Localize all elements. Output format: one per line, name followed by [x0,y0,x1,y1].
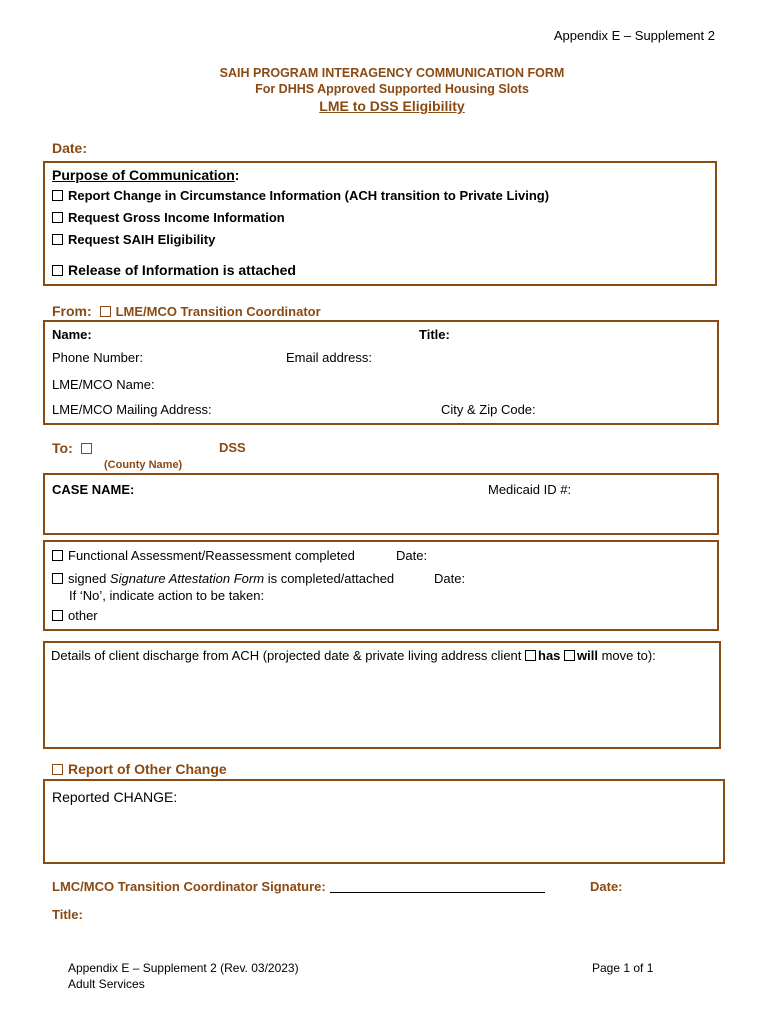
county-name-label: (County Name) [104,459,183,471]
signature-date-label: Date: [590,879,623,894]
checkbox-icon[interactable] [100,306,111,317]
date-label: Date: [52,140,88,156]
medicaid-id-label: Medicaid ID #: [488,482,572,497]
form-title-line3: LME to DSS Eligibility [319,98,465,114]
checkbox-icon[interactable] [52,212,63,223]
report-other-change[interactable]: Report of Other Change [52,761,227,777]
checkbox-icon[interactable] [52,190,63,201]
purpose-option-gross-income[interactable]: Request Gross Income Information [52,210,285,225]
signature-line[interactable] [330,881,545,893]
signature-row [52,879,545,894]
discharge-details-label: Details of client discharge from ACH (projected date & private living address client has will move to): [51,648,656,663]
case-name-label: CASE NAME: [52,482,135,497]
form-title-line2: For DHHS Approved Supported Housing Slots [255,82,529,96]
from-row [52,303,321,319]
purpose-option-report-change[interactable]: Report Change in Circumstance Information (ACH transition to Private Living) [52,188,549,203]
checkbox-icon[interactable] [525,650,536,661]
checkbox-icon[interactable] [52,234,63,245]
purpose-heading: Purpose of Communication: [52,167,240,183]
checkbox-icon[interactable] [564,650,575,661]
signed-attestation-row[interactable]: signed Signature Attestation Form is completed/attached [52,571,394,586]
title-label: Title: [419,327,450,342]
name-label: Name: [52,327,92,342]
checkbox-icon[interactable] [81,443,92,454]
purpose-option-saih-eligibility[interactable]: Request SAIH Eligibility [52,232,215,247]
form-title-line1: SAIH PROGRAM INTERAGENCY COMMUNICATION FORM [219,66,565,80]
email-label: Email address: [286,350,372,365]
other-row[interactable]: other [52,608,98,623]
phone-label: Phone Number: [52,350,144,365]
footer-revision: Appendix E – Supplement 2 (Rev. 03/2023) [68,961,299,975]
checkbox-icon[interactable] [52,265,63,276]
city-zip-label: City & Zip Code: [441,402,536,417]
from-label: From: [52,303,92,319]
release-of-information[interactable]: Release of Information is attached [52,262,296,278]
dss-label: DSS [219,440,246,455]
signed-date-label: Date: [434,571,466,586]
checkbox-icon[interactable] [52,550,63,561]
supplement-header: Appendix E – Supplement 2 [553,28,715,43]
checkbox-icon[interactable] [52,610,63,621]
functional-assessment-row[interactable]: Functional Assessment/Reassessment completed [52,548,355,563]
from-option: LME/MCO Transition Coordinator [115,304,321,319]
functional-date-label: Date: [396,548,428,563]
footer-division: Adult Services [68,977,145,991]
signature-label: LMC/MCO Transition Coordinator Signature: [52,879,326,894]
if-no-label: If ‘No’, indicate action to be taken: [69,588,265,603]
checkbox-icon[interactable] [52,764,63,775]
to-label: To: [52,440,97,456]
checkbox-icon[interactable] [52,573,63,584]
footer-page-number: Page 1 of 1 [592,961,654,975]
signature-title-label: Title: [52,907,83,922]
lme-name-label: LME/MCO Name: [52,377,155,392]
mailing-address-label: LME/MCO Mailing Address: [52,402,212,417]
reported-change-label: Reported CHANGE: [52,789,178,805]
case-box [43,473,719,535]
